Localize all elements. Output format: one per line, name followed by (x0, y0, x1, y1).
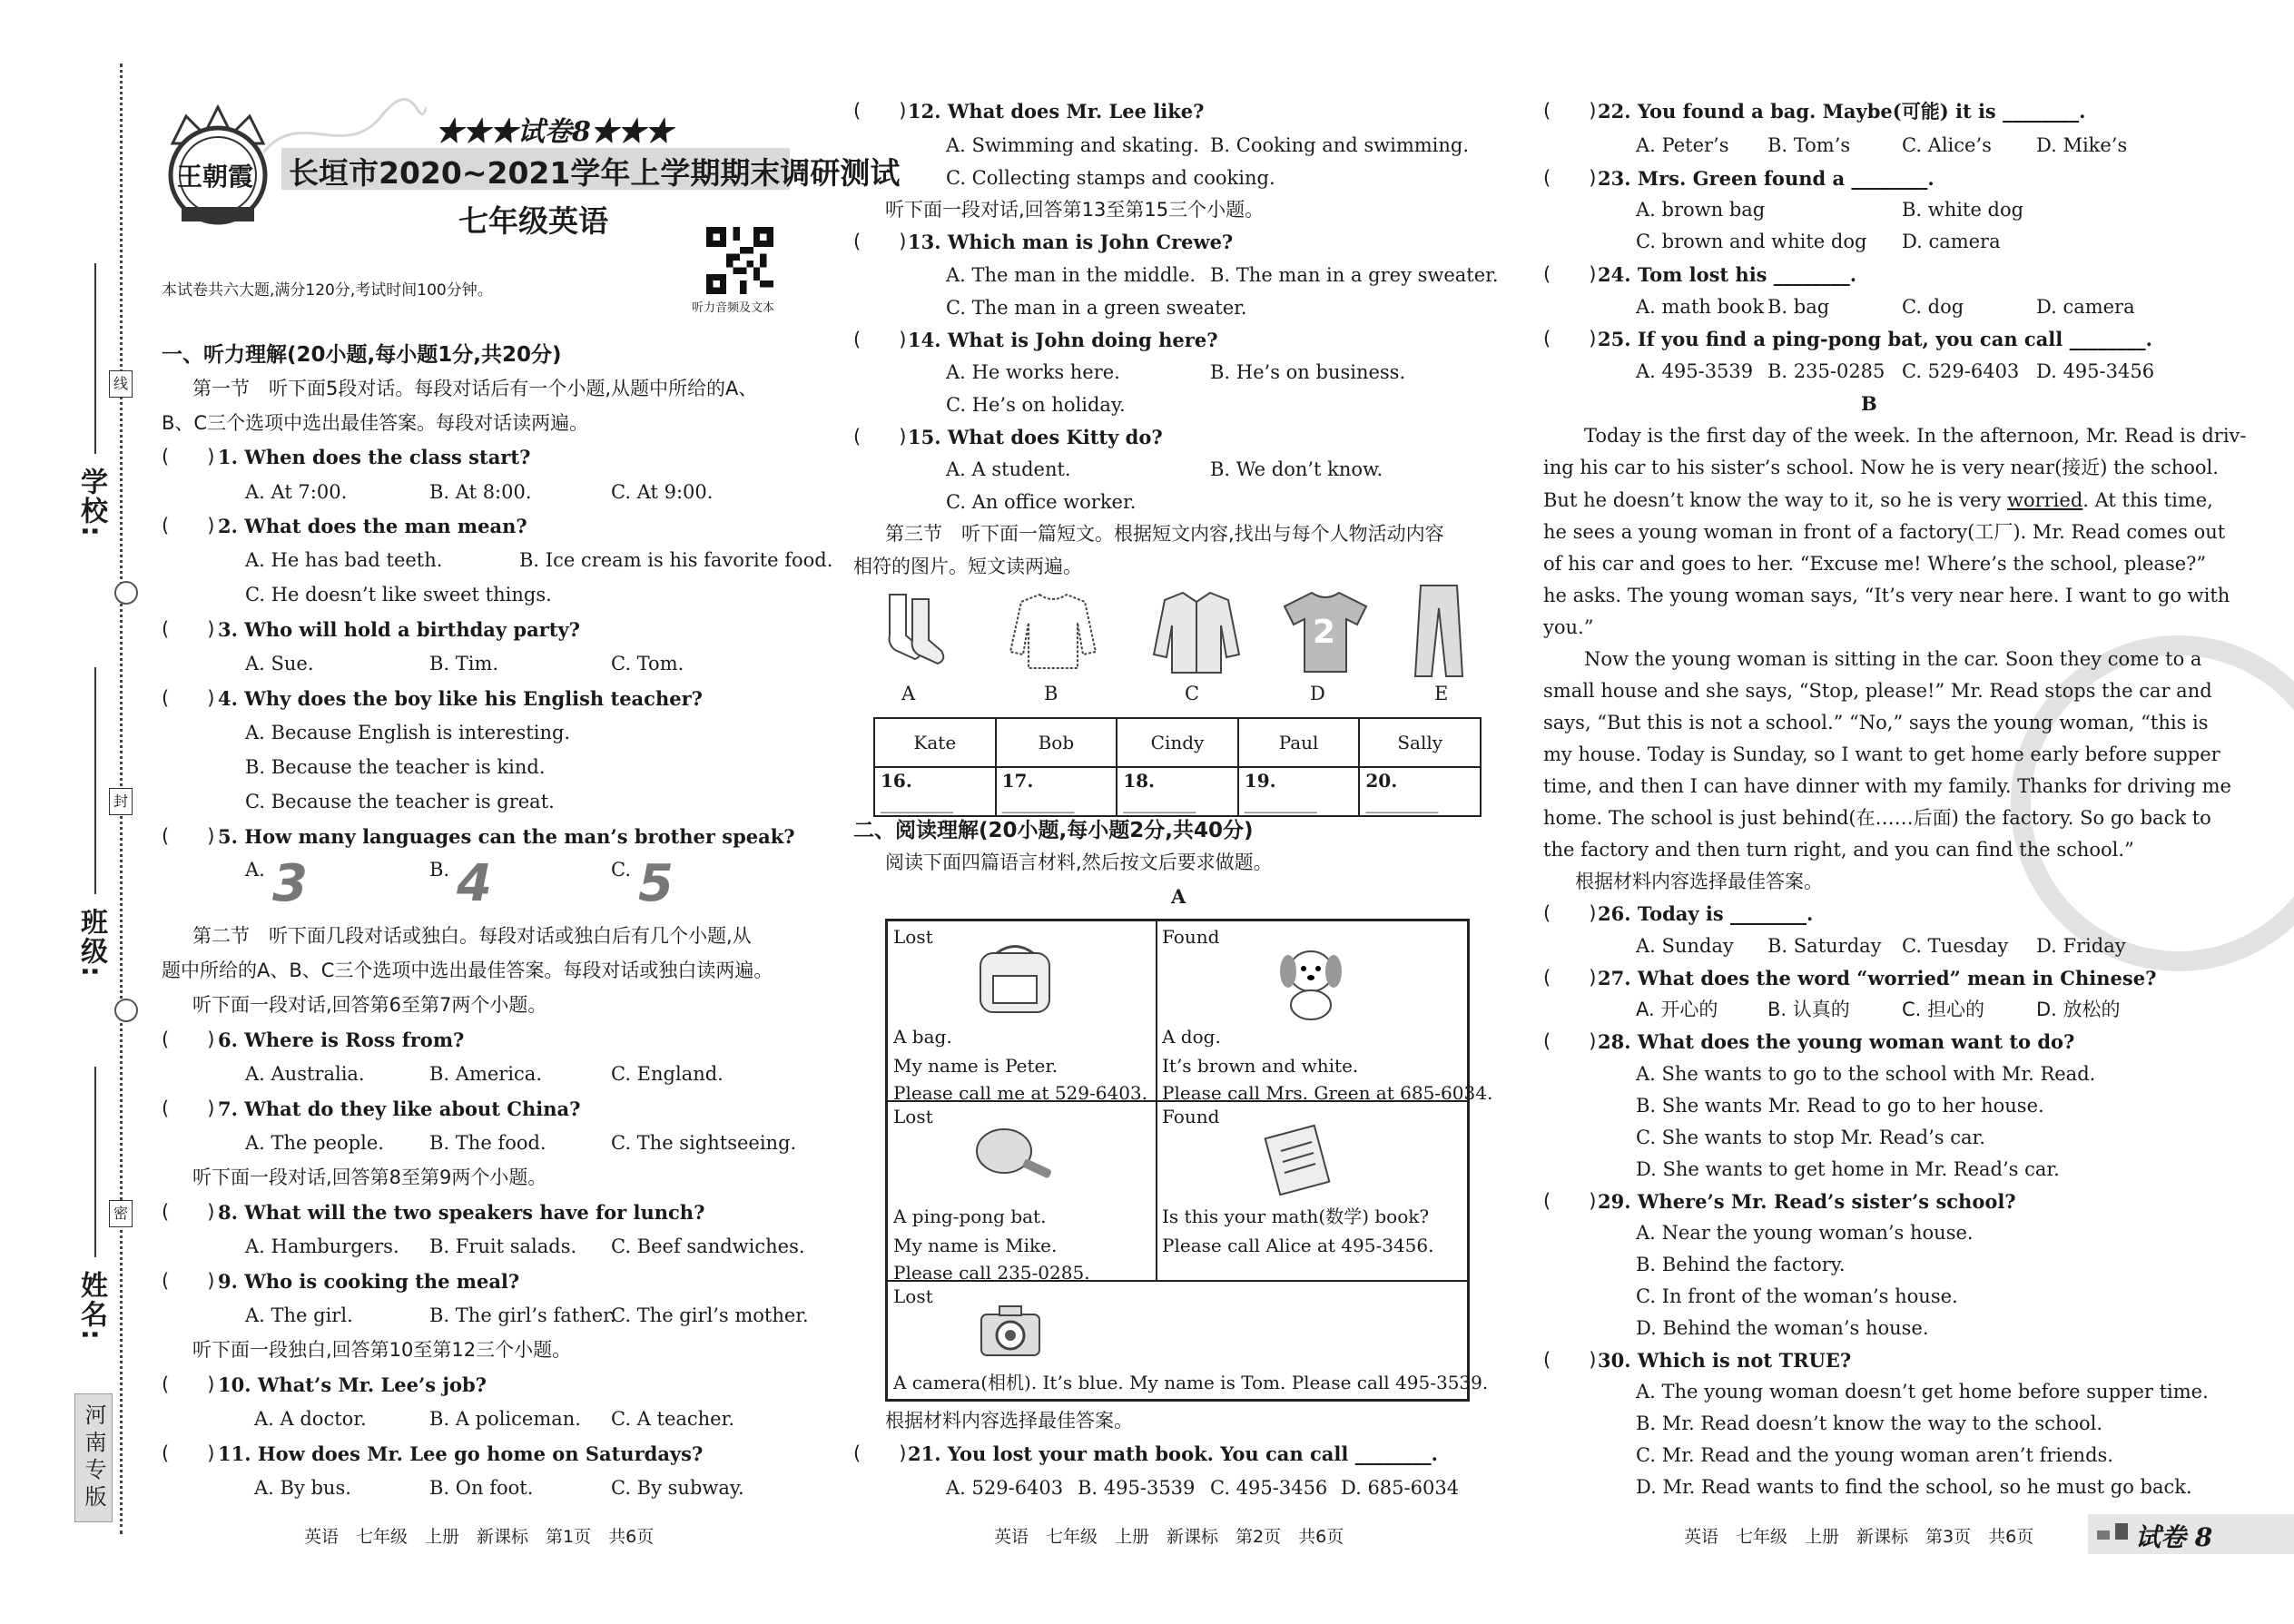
answer-blank[interactable]: ( ) (162, 1097, 215, 1119)
q27-option-b: B. 认真的 (1767, 999, 1850, 1020)
q27-option-a: A. 开心的 (1636, 999, 1718, 1020)
answer-cell-20[interactable]: 20. ________ (1359, 767, 1481, 816)
answer-blank[interactable]: ( ) (1543, 100, 1597, 122)
q14-option-c: C. He’s on holiday. (946, 394, 1126, 416)
paper-series: ★★★试卷8★★★ (436, 116, 673, 148)
notice-lost-bat (887, 1100, 1157, 1282)
notice-title: Found (1162, 1106, 1220, 1127)
q8-option-b: B. Fruit salads. (429, 1235, 577, 1257)
q2-option-c: C. He doesn’t like sweet things. (245, 584, 552, 605)
answer-blank[interactable]: ( ) (162, 825, 215, 847)
question-24: 24. Tom lost his ________. (1598, 263, 1857, 286)
question-28: 28. What does the young woman want to do? (1598, 1030, 2075, 1053)
q14-option-a: A. He works here. (946, 361, 1120, 383)
subject-title: 七年级英语 (458, 203, 608, 239)
q9-option-c: C. The girl’s mother. (611, 1304, 809, 1326)
page-footer-1: 英语 七年级 上册 新课标 第1页 共6页 (304, 1527, 655, 1547)
passage-b-line: he sees a young woman in front of a factory(工厂). Mr. Read comes out (1543, 521, 2226, 543)
q21-option-d: D. 685-6034 (1341, 1477, 1460, 1499)
q5-option-c: C. (611, 859, 631, 881)
seal-mark-top: 线 (109, 370, 133, 398)
notice-title: Lost (893, 1285, 933, 1307)
q6-option-c: C. England. (611, 1063, 724, 1085)
q11-option-b: B. On foot. (429, 1477, 534, 1499)
q5-option-a: A. (245, 859, 265, 881)
question-6: 6. Where is Ross from? (218, 1029, 465, 1051)
q27-option-c: C. 担心的 (1902, 999, 1985, 1020)
cell-number: 18. (1123, 770, 1155, 792)
answer-blank[interactable]: ( ) (162, 1201, 215, 1223)
question-22: 22. You found a bag. Maybe(可能) it is ________. (1598, 100, 2086, 123)
answer-blank[interactable]: ( ) (1543, 967, 1597, 989)
answer-blank[interactable]: ( ) (162, 687, 215, 709)
qr-caption: 听力音频及文本 (692, 301, 775, 315)
passage-b-line: you.” (1543, 616, 1594, 638)
answer-blank[interactable]: ( ) (1543, 902, 1597, 924)
sweater-icon (1008, 590, 1098, 672)
passage-b-line: home. The school is just behind(在……后面) the factory. So go back to (1543, 807, 2211, 829)
q29-option-d: D. Behind the woman’s house. (1636, 1317, 1929, 1339)
notice-title: Lost (893, 1106, 933, 1127)
q11-option-c: C. By subway. (611, 1477, 744, 1499)
camera-icon (974, 1301, 1047, 1364)
notice-line: Please call Alice at 495-3456. (1162, 1235, 1434, 1256)
paper-badge-label: 试卷 8 (2135, 1522, 2213, 1552)
passage-b-line: time, and then I can have dinner with my family. Thanks for driving me (1543, 775, 2231, 797)
notice-line: A dog. (1162, 1026, 1221, 1048)
question-23: 23. Mrs. Green found a ________. (1598, 167, 1935, 190)
notice-title: Lost (893, 926, 933, 948)
answer-blank[interactable]: ( ) (162, 515, 215, 536)
seal-mark-mid: 封 (109, 788, 133, 815)
passage-b-line: Now the young woman is sitting in the car. Soon they come to a (1584, 648, 2202, 670)
q15-option-a: A. A student. (946, 458, 1071, 480)
answer-blank[interactable]: ( ) (853, 1442, 907, 1464)
q1-option-c: C. At 9:00. (611, 481, 714, 503)
underlined-word: worried (2006, 489, 2083, 511)
picture-label-e: E (1434, 683, 1449, 704)
name-label: 姓名: (75, 1271, 107, 1342)
q2-option-b: B. Ice cream is his favorite food. (519, 549, 833, 571)
class-label: 班级: (75, 908, 107, 979)
notice-lost-bag (887, 920, 1157, 1102)
q21-option-a: A. 529-6403 (946, 1477, 1064, 1499)
answer-blank[interactable]: ( ) (1543, 1190, 1597, 1212)
brand-name: 王朝霞 (177, 162, 254, 192)
brand-logo (154, 98, 281, 225)
question-8: 8. What will the two speakers have for lunch? (218, 1201, 705, 1224)
q30-option-b: B. Mr. Read doesn’t know the way to the school. (1636, 1412, 2103, 1434)
passage-b-line (1543, 489, 2213, 512)
q6-option-b: B. America. (429, 1063, 543, 1085)
q15-option-c: C. An office worker. (946, 491, 1137, 513)
q6-option-a: A. Australia. (245, 1063, 365, 1085)
cell-number: 19. (1244, 770, 1276, 792)
q7-option-c: C. The sightseeing. (611, 1132, 797, 1154)
table-header-kate: Kate (874, 718, 996, 767)
notice-line: My name is Peter. (893, 1055, 1058, 1077)
question-1: 1. When does the class start? (218, 446, 531, 468)
exam-title: 长垣市2020~2021学年上学期期末调研测试 (289, 155, 901, 191)
q30-option-a: A. The young woman doesn’t get home before supper time. (1636, 1381, 2209, 1403)
answer-blank[interactable]: ( ) (162, 1029, 215, 1050)
matching-table (873, 717, 1482, 817)
passage-b-line: the factory and then turn right, and you can find the school.” (1543, 839, 2134, 861)
answer-blank[interactable]: ( ) (162, 618, 215, 640)
q15-option-b: B. We don’t know. (1210, 458, 1383, 480)
passage-b-instructions: 根据材料内容选择最佳答案。 (1575, 871, 1823, 892)
passage-b-line: small house and she says, “Stop, please!” Mr. Read stops the car and (1543, 680, 2212, 702)
name-write-line (94, 1067, 96, 1257)
part3-instructions: 第三节 听下面一篇短文。根据短文内容,找出与每个人物活动内容 (885, 523, 1444, 545)
q3-option-b: B. Tim. (429, 653, 499, 674)
q25-option-a: A. 495-3539 (1636, 360, 1754, 382)
intro-8-9: 听下面一段对话,回答第8至第9两个小题。 (192, 1166, 547, 1188)
notice-line: Please call 235-0285. (893, 1262, 1090, 1284)
q24-option-b: B. bag (1767, 296, 1830, 318)
q14-option-b: B. He’s on business. (1210, 361, 1406, 383)
question-12: 12. What does Mr. Lee like? (908, 100, 1205, 123)
question-27: 27. What does the word “worried” mean in Chinese? (1598, 967, 2157, 989)
q28-option-a: A. She wants to go to the school with Mr. Read. (1636, 1063, 2096, 1085)
passage-b-line: says, “But this is not a school.” “No,” says the young woman, “this is (1543, 712, 2209, 733)
q1-option-a: A. At 7:00. (245, 481, 348, 503)
notice-found-dog (1156, 920, 1493, 1104)
answer-blank[interactable]: ( ) (853, 329, 907, 350)
q8-option-c: C. Beef sandwiches. (611, 1235, 805, 1257)
question-10: 10. What’s Mr. Lee’s job? (218, 1373, 487, 1396)
part1-instructions-cont: B、C三个选项中选出最佳答案。每段对话读两遍。 (162, 412, 589, 434)
question-3: 3. Who will hold a birthday party? (218, 618, 580, 641)
q9-option-a: A. The girl. (245, 1304, 353, 1326)
q26-option-a: A. Sunday (1636, 935, 1734, 957)
question-25: 25. If you find a ping-pong bat, you can call ________. (1598, 328, 2152, 350)
q26-option-c: C. Tuesday (1902, 935, 2009, 957)
passage-b-line: Today is the first day of the week. In the afternoon, Mr. Read is driv- (1584, 425, 2247, 447)
question-30: 30. Which is not TRUE? (1598, 1349, 1852, 1372)
seal-mark-bottom: 密 (109, 1200, 133, 1227)
q21-option-c: C. 495-3456 (1210, 1477, 1328, 1499)
passage-a-instructions: 根据材料内容选择最佳答案。 (885, 1410, 1133, 1432)
school-label: 学校: (75, 468, 107, 538)
passage-b-line: my house. Today is Sunday, so I want to get home early before supper (1543, 743, 2220, 765)
q22-option-b: B. Tom’s (1767, 134, 1851, 156)
q3-option-a: A. Sue. (245, 653, 314, 674)
notice-line: A ping-pong bat. (893, 1206, 1047, 1227)
q24-option-a: A. math book (1636, 296, 1765, 318)
table-header-paul: Paul (1238, 718, 1360, 767)
notice-found-book (1156, 1100, 1468, 1282)
ping-pong-bat-icon (970, 1124, 1060, 1187)
notice-line: Is this your math(数学) book? (1162, 1206, 1430, 1227)
q21-option-b: B. 495-3539 (1078, 1477, 1196, 1499)
table-header-cindy: Cindy (1117, 718, 1238, 767)
q3-option-c: C. Tom. (611, 653, 684, 674)
section1-title: 一、听力理解(20小题,每小题1分,共20分) (162, 343, 562, 367)
bag-icon (970, 940, 1060, 1021)
page-footer-3: 英语 七年级 上册 新课标 第3页 共6页 (1684, 1527, 2034, 1547)
passage-b-line: of his car and goes to her. “Excuse me! Where’s the school, please?” (1543, 553, 2207, 575)
picture-label-d: D (1310, 683, 1325, 704)
answer-blank[interactable]: ( ) (1543, 1030, 1597, 1052)
page-footer-2: 英语 七年级 上册 新课标 第2页 共6页 (994, 1527, 1344, 1547)
tshirt-icon (1280, 588, 1371, 674)
q25-option-c: C. 529-6403 (1902, 360, 2020, 382)
question-29: 29. Where’s Mr. Read’s sister’s school? (1598, 1190, 2016, 1213)
q30-option-d: D. Mr. Read wants to find the school, so he must go back. (1636, 1476, 2192, 1498)
q22-option-c: C. Alice’s (1902, 134, 1992, 156)
q7-option-b: B. The food. (429, 1132, 546, 1154)
q10-option-c: C. A teacher. (611, 1408, 735, 1430)
qr-code-icon[interactable] (706, 227, 773, 294)
picture-label-c: C (1185, 683, 1200, 704)
passage-b-line: ing his car to his sister’s school. Now he is very near(接近) the school. (1543, 457, 2219, 478)
q12-option-b: B. Cooking and swimming. (1210, 134, 1470, 156)
part1-instructions: 第一节 听下面5段对话。每段对话后有一个小题,从题中所给的A、 (192, 378, 758, 399)
answer-cell-19[interactable]: 19. ________ (1238, 767, 1360, 816)
q29-option-c: C. In front of the woman’s house. (1636, 1285, 1958, 1307)
q28-option-c: C. She wants to stop Mr. Read’s car. (1636, 1127, 1985, 1148)
q5-option-a-image: 3 (272, 854, 308, 913)
tshirt-number: 2 (1313, 614, 1336, 651)
answer-blank[interactable]: ( ) (853, 426, 907, 448)
answer-blank[interactable]: ( ) (1543, 167, 1597, 189)
notice-line: My name is Mike. (893, 1235, 1058, 1256)
question-13: 13. Which man is John Crewe? (908, 231, 1234, 253)
q1-option-b: B. At 8:00. (429, 481, 532, 503)
q27-option-d: D. 放松的 (2036, 999, 2121, 1020)
q7-option-a: A. The people. (245, 1132, 384, 1154)
notice-line: Please call me at 529-6403. (893, 1082, 1148, 1104)
table-header-bob: Bob (996, 718, 1117, 767)
q11-option-a: A. By bus. (254, 1477, 351, 1499)
q22-option-a: A. Peter’s (1636, 134, 1729, 156)
socks-icon (876, 590, 949, 672)
answer-blank[interactable]: ( ) (1543, 1349, 1597, 1371)
q29-option-a: A. Near the young woman’s house. (1636, 1222, 1974, 1244)
notice-line: A camera(相机). It’s blue. My name is Tom. Please call 495-3539. (893, 1372, 1489, 1393)
part2-instructions: 第二节 听下面几段对话或独白。每段对话或独白后有几个小题,从 (192, 925, 752, 947)
q29-option-b: B. Behind the factory. (1636, 1254, 1846, 1275)
notice-line: It’s brown and white. (1162, 1055, 1359, 1077)
answer-blank[interactable]: ( ) (162, 1270, 215, 1292)
answer-cell-17[interactable]: 17. ________ (996, 767, 1117, 816)
question-4: 4. Why does the boy like his English teacher? (218, 687, 703, 710)
q23-option-a: A. brown bag (1636, 199, 1766, 221)
passage-b-line: he asks. The young woman says, “It’s very near here. I want to go with (1543, 585, 2230, 606)
intro-13-15: 听下面一段对话,回答第13至第15三个小题。 (885, 199, 1265, 221)
answer-blank[interactable]: ( ) (1543, 263, 1597, 285)
notice-lost-camera (887, 1280, 1489, 1400)
answer-blank[interactable]: ( ) (853, 100, 907, 122)
cell-number: 20. (1365, 770, 1398, 792)
math-book-icon (1261, 1124, 1334, 1196)
q24-option-d: D. camera (2036, 296, 2135, 318)
lost-found-board (885, 919, 1493, 1402)
q13-option-a: A. The man in the middle. (946, 264, 1196, 286)
trousers-icon (1412, 581, 1466, 681)
q25-option-d: D. 495-3456 (2036, 360, 2155, 382)
answer-blank[interactable]: ( ) (1543, 328, 1597, 349)
picture-label-a: A (901, 683, 916, 704)
q23-option-d: D. camera (1902, 231, 2001, 252)
part3-instructions-cont: 相符的图片。短文读两遍。 (853, 556, 1082, 577)
region-tag: 河南专版 (74, 1393, 113, 1522)
q4-option-a: A. Because English is interesting. (245, 722, 571, 743)
q24-option-c: C. dog (1902, 296, 1964, 318)
notice-line: Please call Mrs. Green at 685-6034. (1162, 1082, 1493, 1104)
exam-instructions: 本试卷共六大题,满分120分,考试时间100分钟。 (162, 281, 493, 300)
q23-option-b: B. white dog (1902, 199, 2024, 221)
q13-option-b: B. The man in a grey sweater. (1210, 264, 1499, 286)
part2-instructions-cont: 题中所给的A、B、C三个选项中选出最佳答案。每段对话或独白读两遍。 (162, 960, 773, 981)
question-14: 14. What is John doing here? (908, 329, 1218, 351)
question-5: 5. How many languages can the man’s brother speak? (218, 825, 795, 848)
question-7: 7. What do they like about China? (218, 1097, 581, 1120)
ornament-icon (114, 999, 138, 1022)
q5-option-b: B. (429, 859, 450, 881)
passage-b-label: B (1861, 392, 1877, 415)
q28-option-d: D. She wants to get home in Mr. Read’s car. (1636, 1158, 2060, 1180)
q23-option-c: C. brown and white dog (1636, 231, 1867, 252)
answer-blank[interactable]: ( ) (162, 1442, 215, 1464)
question-9: 9. Who is cooking the meal? (218, 1270, 520, 1293)
table-header-sally: Sally (1359, 718, 1481, 767)
question-2: 2. What does the man mean? (218, 515, 527, 537)
section2-instructions: 阅读下面四篇语言材料,然后按文后要求做题。 (885, 851, 1273, 873)
q4-option-b: B. Because the teacher is kind. (245, 756, 546, 778)
class-write-line (94, 667, 96, 894)
q12-option-a: A. Swimming and skating. (946, 134, 1199, 156)
q4-option-c: C. Because the teacher is great. (245, 791, 555, 812)
question-11: 11. How does Mr. Lee go home on Saturdays? (218, 1442, 704, 1465)
question-21: 21. You lost your math book. You can call ________. (908, 1442, 1438, 1465)
cell-number: 17. (1001, 770, 1034, 792)
notice-line: A bag. (893, 1026, 952, 1048)
q22-option-d: D. Mike’s (2036, 134, 2128, 156)
jacket-icon (1151, 588, 1242, 674)
q8-option-a: A. Hamburgers. (245, 1235, 399, 1257)
passage-text: But he doesn’t know the way to it, so he is very (1543, 489, 2007, 511)
q26-option-d: D. Friday (2036, 935, 2126, 957)
q9-option-b: B. The girl’s father. (429, 1304, 616, 1326)
passage-a-label: A (1171, 885, 1186, 908)
q25-option-b: B. 235-0285 (1767, 360, 1885, 382)
dog-icon (1265, 940, 1356, 1021)
q26-option-b: B. Saturday (1767, 935, 1882, 957)
q10-option-b: B. A policeman. (429, 1408, 581, 1430)
cell-number: 16. (881, 770, 912, 792)
badge-bar-icon (2115, 1523, 2128, 1540)
answer-blank[interactable]: ( ) (162, 446, 215, 468)
answer-blank[interactable]: ( ) (162, 1373, 215, 1395)
passage-text: . At this time, (2082, 489, 2213, 511)
intro-10-12: 听下面一段独白,回答第10至第12三个小题。 (192, 1339, 572, 1361)
ornament-icon (114, 581, 138, 605)
q28-option-b: B. She wants Mr. Read to go to her house. (1636, 1095, 2044, 1117)
question-26: 26. Today is ________. (1598, 902, 1814, 925)
q5-option-c-image: 5 (638, 854, 674, 913)
q12-option-c: C. Collecting stamps and cooking. (946, 167, 1275, 189)
q30-option-c: C. Mr. Read and the young woman aren’t friends. (1636, 1444, 2113, 1466)
q5-option-b-image: 4 (457, 854, 492, 913)
school-write-line (94, 263, 96, 454)
q13-option-c: C. The man in a green sweater. (946, 297, 1247, 319)
question-15: 15. What does Kitty do? (908, 426, 1163, 448)
q10-option-a: A. A doctor. (254, 1408, 367, 1430)
notice-title: Found (1162, 926, 1220, 948)
answer-cell-18[interactable]: 18. ________ (1117, 767, 1238, 816)
intro-6-7: 听下面一段对话,回答第6至第7两个小题。 (192, 994, 547, 1016)
section2-title: 二、阅读理解(20小题,每小题2分,共40分) (853, 819, 1254, 842)
answer-cell-16[interactable]: 16. ________ (874, 767, 996, 816)
answer-blank[interactable]: ( ) (853, 231, 907, 252)
q2-option-a: A. He has bad teeth. (245, 549, 443, 571)
binding-margin (0, 0, 136, 1624)
badge-bar-icon (2097, 1530, 2110, 1540)
picture-label-b: B (1044, 683, 1058, 704)
